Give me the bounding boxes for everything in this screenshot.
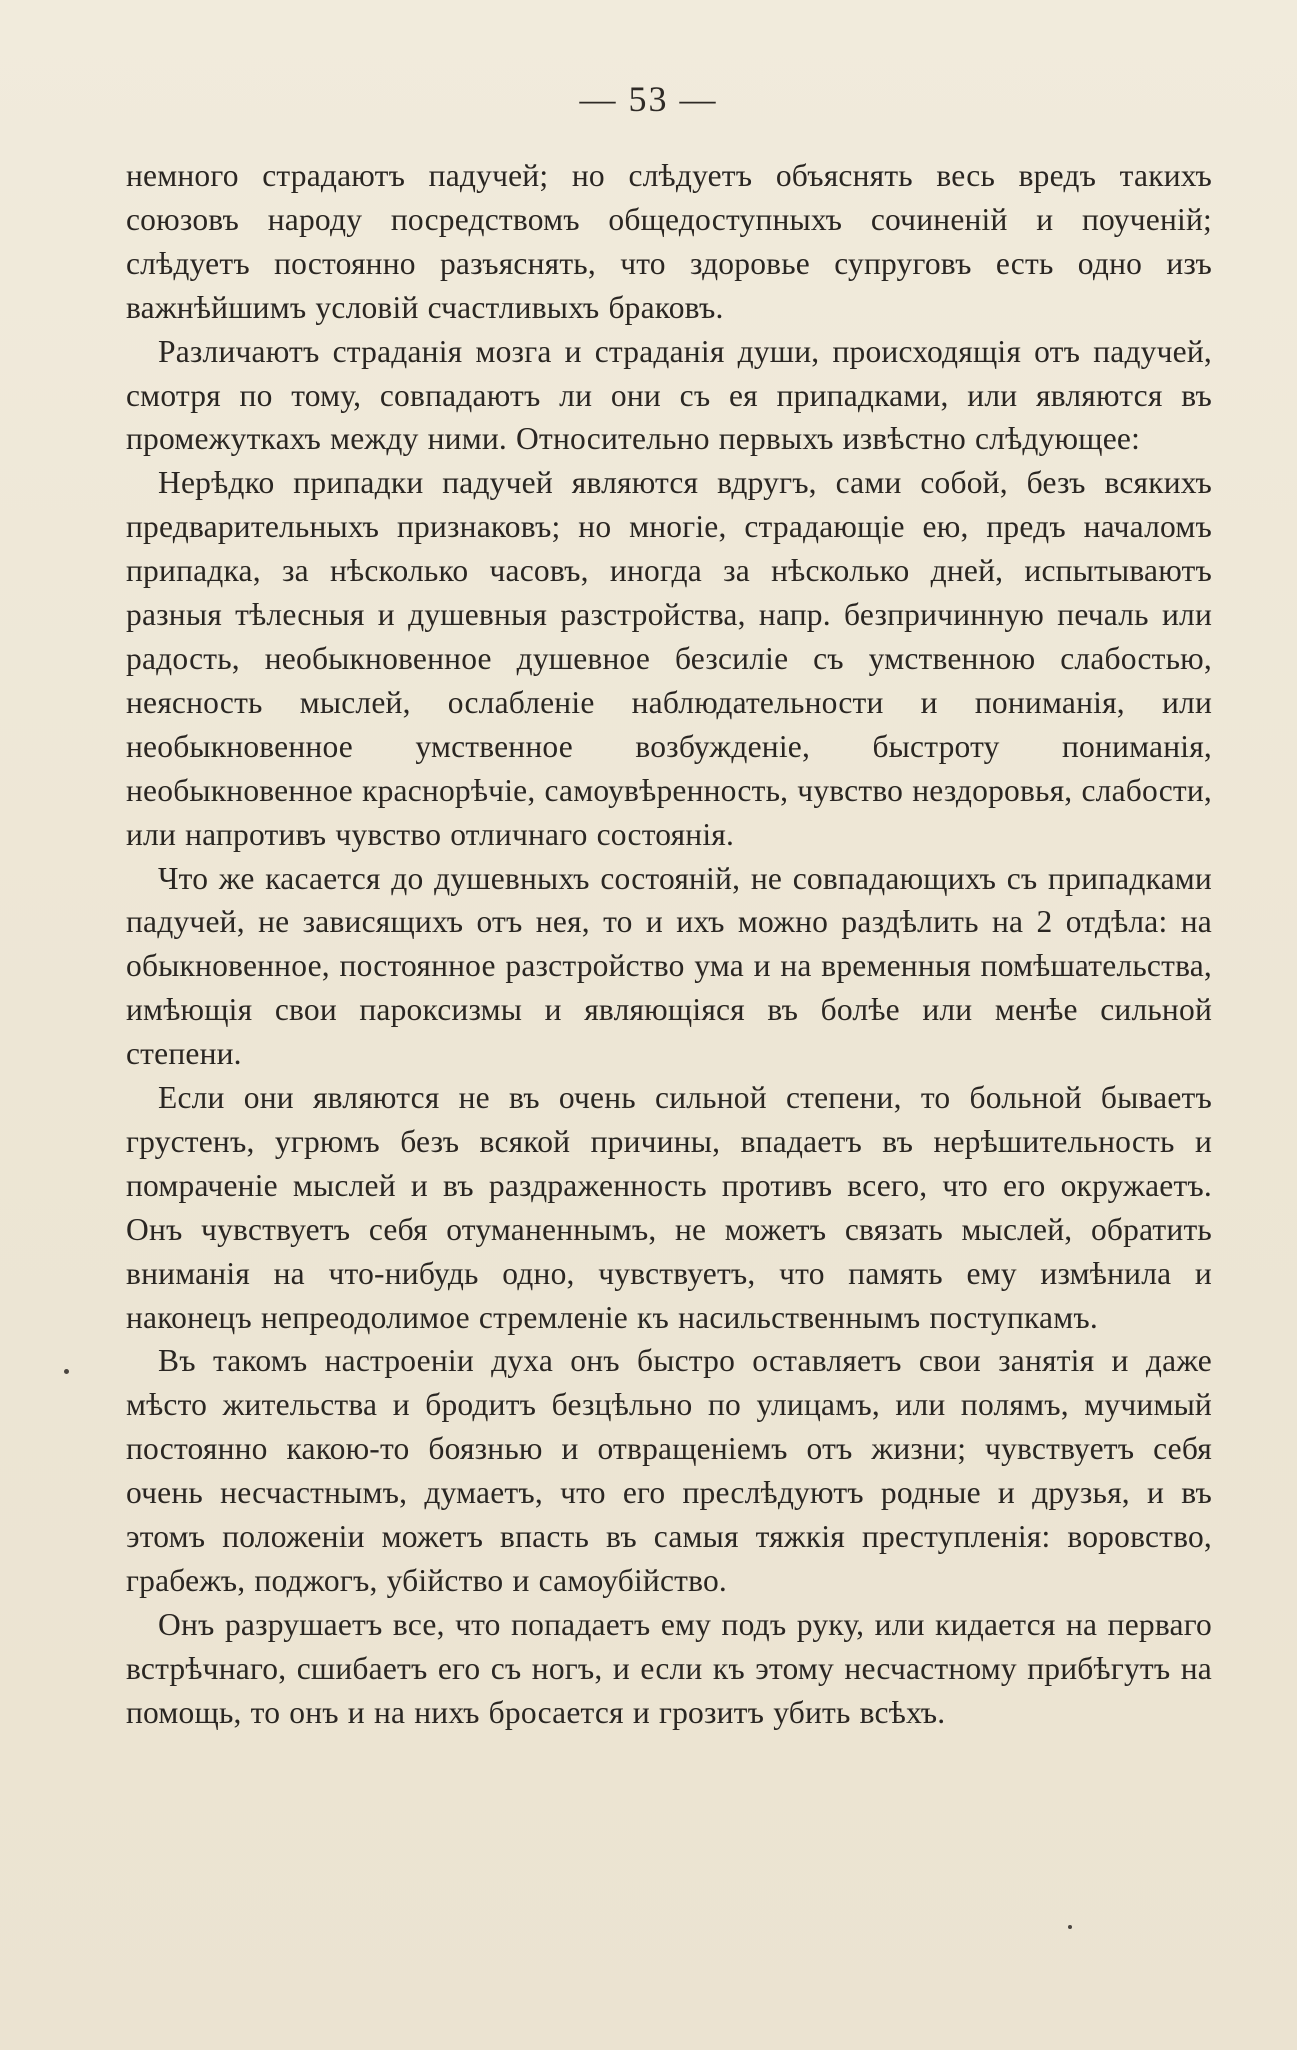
- paragraph: Въ такомъ настроеніи духа онъ быстро оставляетъ свои занятія и даже мѣсто жительства и бродитъ безцѣльно по улицамъ, или полямъ, мучимый постоянно какою-то боязнью и отвращеніемъ отъ жизни; чувствуетъ себя очень несчастнымъ, думаетъ, что его преслѣдуютъ родные и друзья, и въ этомъ положеніи можетъ впасть въ самыя тяжкія преступленія: воровство, грабежъ, поджогъ, убійство и самоубійство.: [126, 1343, 1212, 1598]
- paragraph: немного страдаютъ падучей; но слѣдуетъ объяснять весь вредъ такихъ союзовъ народу посредствомъ общедоступныхъ сочиненій и поученій; слѣдуетъ постоянно разъяснять, что здоровье супруговъ есть одно изъ важнѣйшимъ условій счастливыхъ браковъ.: [126, 158, 1212, 325]
- body-text: [126, 154, 1212, 1735]
- paper-speck: [64, 1369, 69, 1374]
- paragraph: Что же касается до душевныхъ состояній, не совпадающихъ съ припадками падучей, не зависящихъ отъ нея, то и ихъ можно раздѣлить на 2 отдѣла: на обыкновенное, постоянное разстройство ума и на временныя помѣшательства, имѣющія свои пароксизмы и являющіяся въ болѣе или менѣе сильной степени.: [126, 860, 1212, 1072]
- paragraph: Если они являются не въ очень сильной степени, то больной бываетъ грустенъ, угрюмъ безъ всякой причины, впадаетъ въ нерѣшительность и помраченіе мыслей и въ раздраженность противъ всего, что его окружаетъ. Онъ чувствуетъ себя отуманеннымъ, не можетъ связать мыслей, обратить вниманія на что-нибудь одно, чувствуетъ, что память ему измѣнила и наконецъ непреодолимое стремленіе къ насильственнымъ поступкамъ.: [126, 1080, 1212, 1335]
- paper-speck: [1068, 1925, 1072, 1929]
- paragraph: Различаютъ страданія мозга и страданія души, происходящія отъ падучей, смотря по тому, совпадаютъ ли они съ ея припадками, или являются въ промежуткахъ между ними. Относительно первыхъ извѣстно слѣдующее:: [126, 333, 1212, 457]
- paragraph: Нерѣдко припадки падучей являются вдругъ, сами собой, безъ всякихъ предварительныхъ признаковъ; но многіе, страдающіе ею, предъ началомъ припадка, за нѣсколько часовъ, иногда за нѣсколько дней, испытываютъ разныя тѣлесныя и душевныя разстройства, напр. безпричинную печаль или радость, необыкновенное душевное безсиліе съ умственною слабостью, неясность мыслей, ослабленіе наблюдательности и пониманія, или необыкновенное умственное возбужденіе, быстроту пониманія, необыкновенное краснорѣчіе, самоувѣренность, чувство нездоровья, слабости, или напротивъ чувство отличнаго состоянія.: [126, 465, 1212, 852]
- paragraph: Онъ разрушаетъ все, что попадаетъ ему подъ руку, или кидается на перваго встрѣчнаго, сшибаетъ его съ ногъ, и если къ этому несчастному прибѣгутъ на помощь, то онъ и на нихъ бросается и грозитъ убить всѣхъ.: [126, 1606, 1212, 1730]
- page-number: — 53 —: [579, 79, 718, 119]
